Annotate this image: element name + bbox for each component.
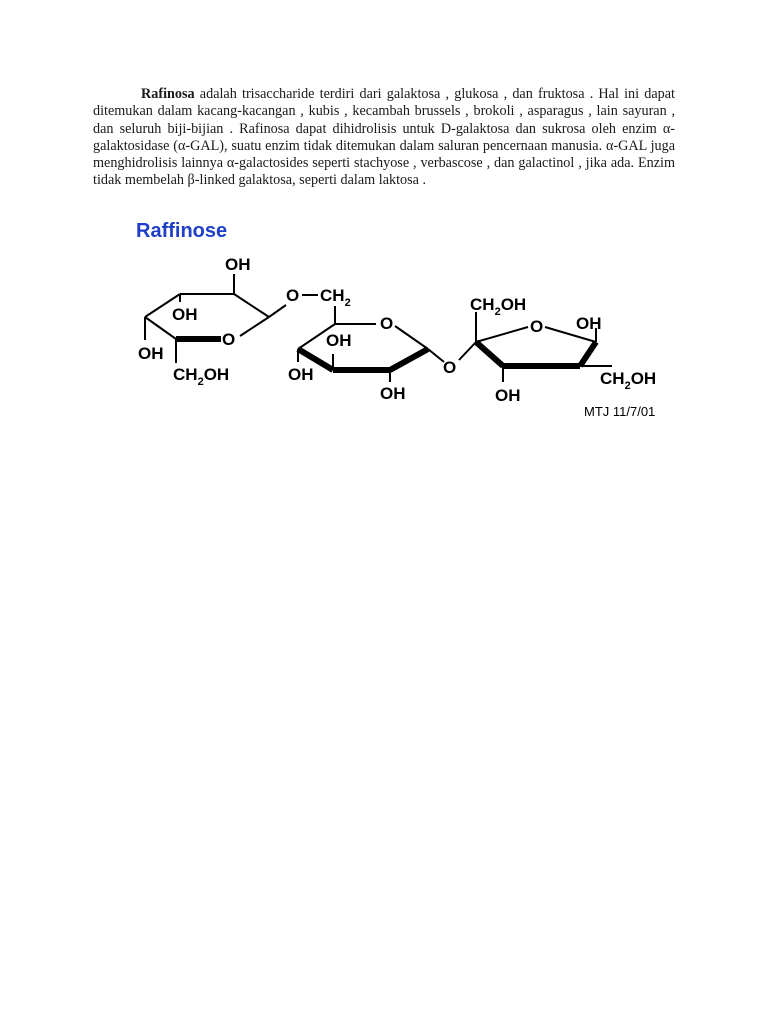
fru-bond-glyco (459, 342, 476, 360)
figure-title-text: Raffinose (136, 220, 228, 242)
glc-oh-left-label: OH (288, 365, 314, 384)
figure-credit: MTJ 11/7/01 (584, 404, 656, 419)
glc-ring-oxygen-label: O (380, 314, 394, 333)
figure-title (136, 220, 227, 242)
galactose-ring (145, 274, 286, 363)
gal-oh-top-label: OH (225, 255, 251, 274)
fru-oh-bottom-label: OH (495, 386, 521, 405)
gal-ring-oxygen-label: O (222, 330, 236, 349)
raffinose-structure-diagram (118, 212, 678, 434)
fru-ring-oxygen-label: O (530, 317, 544, 336)
gal-oh-inner-label: OH (172, 305, 198, 324)
link-oxygen-label: O (286, 286, 300, 305)
fru-ch2oh-top-label: $CH_2OH$ (470, 295, 527, 318)
fru-bond-c5-c4 (580, 342, 596, 366)
fru-ch2oh-bottom-label: $CH_2OH$ (600, 369, 657, 392)
gal-bond-c2-c1 (234, 294, 269, 317)
gal-bond-c1-o (240, 317, 269, 336)
glc-bond-c1-c2 (390, 349, 428, 370)
glyco-oxygen-label: O (443, 358, 457, 377)
glc-bond-o-c1 (395, 326, 428, 349)
gal-oh-left-label: OH (138, 344, 164, 363)
glc-bond-glyco (428, 349, 444, 362)
fru-bond-c3-c2 (476, 342, 503, 366)
term-rafinosa: Rafinosa (141, 86, 195, 102)
raffinose-structure-figure (118, 212, 678, 434)
glc-oh-inner-label: OH (326, 331, 352, 350)
gal-ch2oh-label: $CH_2OH$ (173, 365, 230, 388)
fru-bond-c2-o (476, 327, 528, 342)
fru-oh-right-label: OH (576, 314, 602, 333)
gal-bond-link (269, 305, 286, 317)
body-paragraph (93, 86, 675, 190)
paragraph-text: adalah trisaccharide terdiri dari galaktosa , glukosa , dan fruktosa . Hal ini dapat ditemukan dalam kacang-kacangan , kubis , kecambah brussels , brokoli , asparagus , lain sayuran , dan seluruh biji-bijian . Rafinosa dapat dihidrolisis untuk D-galaktosa dan sukrosa oleh enzim α-galaktosidase (α-GAL), suatu enzim tidak ditemukan dalam saluran pencernaan manusia. α-GAL juga menghidrolisis lainnya α-galactosides seperti stachyose , verbascose , dan galactinol , jika ada. Enzim tidak membelah β-linked galaktosa, seperti dalam laktosa . (93, 86, 675, 189)
glc-ch2-label: $CH_2$ (320, 286, 351, 309)
glc-oh-bottom-label: OH (380, 384, 406, 403)
glucose-ring (298, 306, 444, 382)
